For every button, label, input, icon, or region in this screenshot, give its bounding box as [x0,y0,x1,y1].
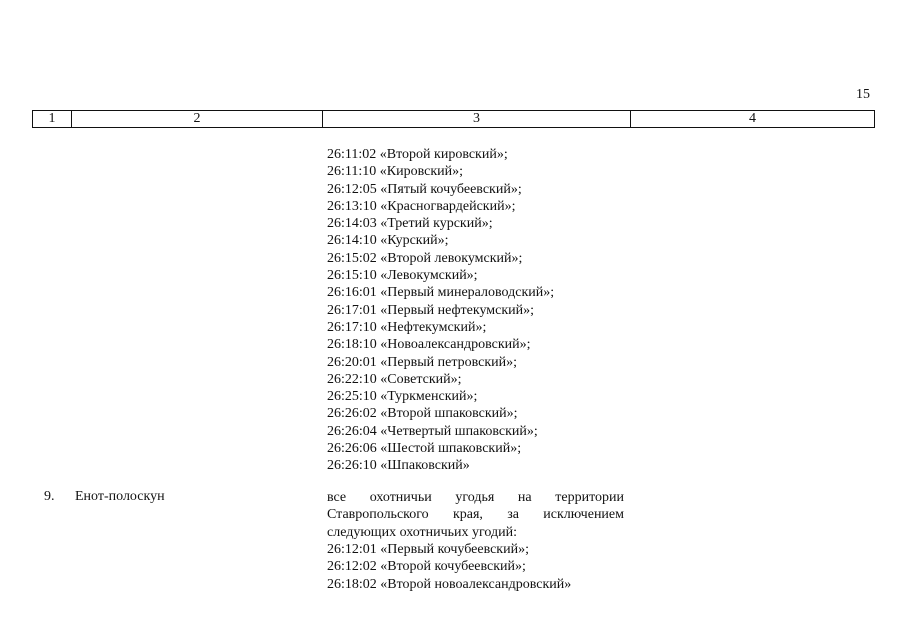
column-header-4: 4 [631,111,875,128]
hunting-ground-item: 26:14:03 «Третий курский»; [327,216,493,232]
hunting-ground-item: 26:13:10 «Красногвардейский»; [327,198,516,214]
page-number: 15 [856,87,870,102]
hunting-ground-item: 26:26:04 «Четвертый шпаковский»; [327,423,538,439]
hunting-ground-item: 26:12:02 «Второй кочубеевский»; [327,559,526,575]
excluded-hunting-grounds-list [327,541,627,593]
hunting-ground-item: 26:11:02 «Второй кировский»; [327,147,508,162]
hunting-ground-item: 26:20:01 «Первый петровский»; [327,354,518,370]
column-header-3: 3 [323,111,631,128]
hunting-ground-item: 26:12:05 «Пятый кочубеевский»; [327,181,522,197]
hunting-ground-item: 26:14:10 «Курский»; [327,233,449,249]
hunting-ground-item: 26:25:10 «Туркменский»; [327,389,478,405]
hunting-ground-item: 26:22:10 «Советский»; [327,371,462,387]
hunting-ground-item: 26:16:01 «Первый минераловодский»; [327,285,555,301]
row-number: 9. [44,489,55,504]
column-header-2: 2 [72,111,323,128]
column-header-1: 1 [33,111,72,128]
hunting-ground-item: 26:15:10 «Левокумский»; [327,268,478,284]
hunting-ground-item: 26:12:01 «Первый кочубеевский»; [327,542,529,557]
hunting-ground-item: 26:17:10 «Нефтекумский»; [327,319,487,335]
column-header-table [32,110,875,128]
hunting-ground-item: 26:18:02 «Второй новоалександровский» [327,576,572,592]
column-header-row [33,111,875,128]
hunting-ground-item: 26:11:10 «Кировский»; [327,164,464,180]
hunting-ground-item: 26:26:02 «Второй шпаковский»; [327,406,518,422]
hunting-ground-item: 26:26:06 «Шестой шпаковский»; [327,441,522,457]
species-name: Енот-полоскун [75,489,165,504]
hunting-ground-item: 26:15:02 «Второй левокумский»; [327,250,523,266]
hunting-ground-item: 26:26:10 «Шпаковский» [327,458,470,474]
area-description: все охотничьи угодья на территории Ставропольского края, за исключением следующих охотничьих угодий: [327,490,624,540]
continued-hunting-grounds-list [327,146,627,475]
hunting-ground-item: 26:18:10 «Новоалександровский»; [327,337,531,353]
hunting-ground-item: 26:17:01 «Первый нефтекумский»; [327,302,535,318]
